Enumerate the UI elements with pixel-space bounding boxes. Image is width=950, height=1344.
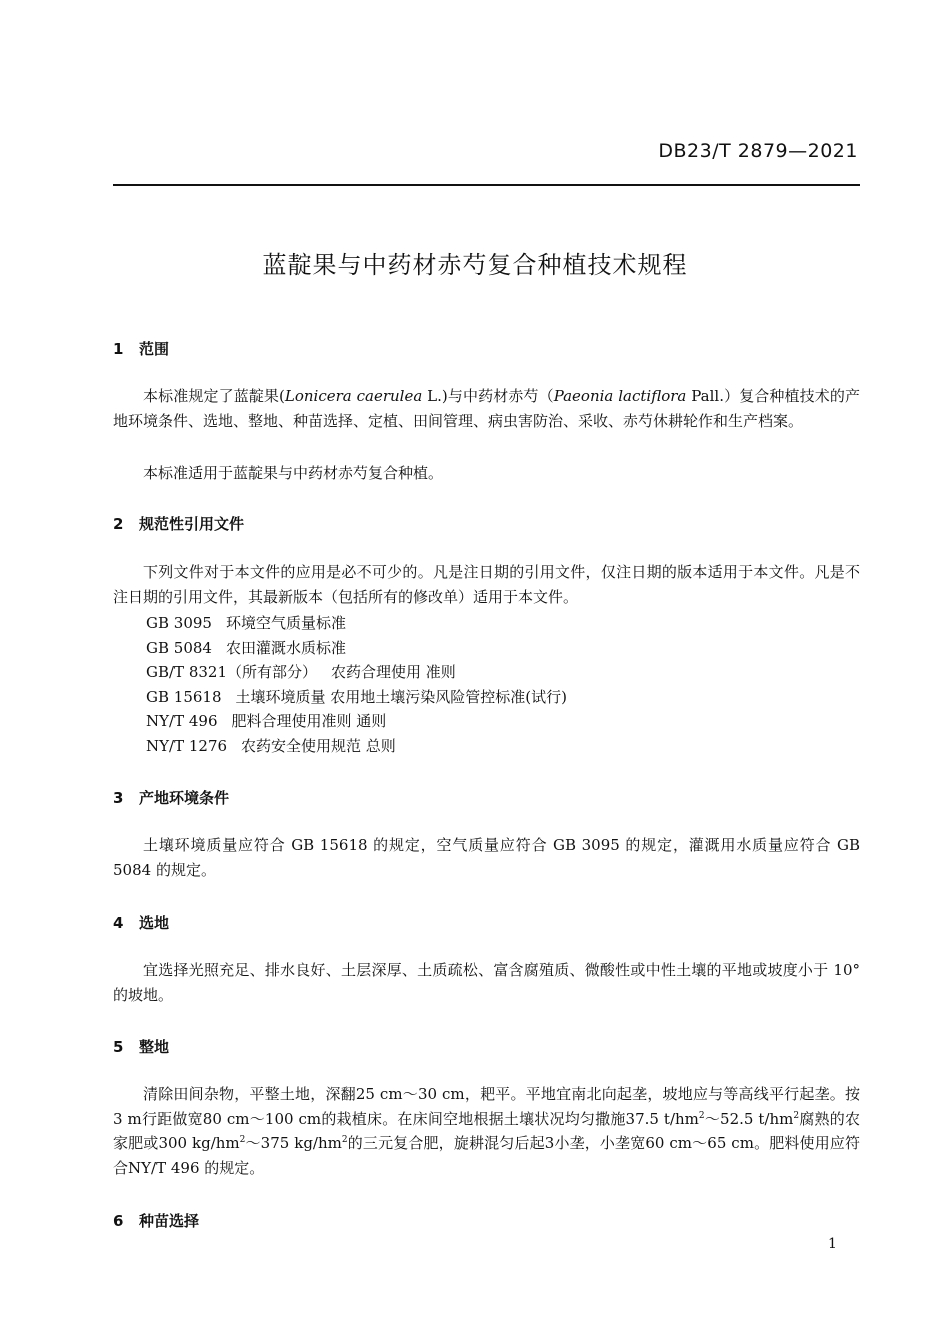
section-heading-references <box>113 513 244 534</box>
reference-item: NY/T 496 肥料合理使用准则 通则 <box>146 712 387 730</box>
reference-item: GB 3095 环境空气质量标准 <box>146 614 346 632</box>
references-intro: 下列文件对于本文件的应用是必不可少的。凡是注日期的引用文件，仅注日期的版本适用于本文件。凡是不注日期的引用文件，其最新版本（包括所有的修改单）适用于本文件。 <box>113 563 860 606</box>
page-number: 1 <box>828 1236 837 1252</box>
section-title: 种苗选择 <box>139 1212 200 1230</box>
section-title: 选地 <box>139 914 170 932</box>
section-heading-seedling-selection <box>113 1210 199 1231</box>
section-number: 5 <box>113 1038 124 1056</box>
section-heading-environment <box>113 787 229 808</box>
section-heading-site-selection <box>113 912 169 933</box>
site-selection-paragraph: 宜选择光照充足、排水良好、土层深厚、土质疏松、富含腐殖质、微酸性或中性土壤的平地或坡度小于 10°的坡地。 <box>113 961 860 1004</box>
reference-item: GB 5084 农田灌溉水质标准 <box>146 639 346 657</box>
document-code: DB23/T 2879—2021 <box>658 140 858 162</box>
scope-applicability: 本标准适用于蓝靛果与中药材赤芍复合种植。 <box>143 464 444 482</box>
section-number: 2 <box>113 515 124 533</box>
section-number: 4 <box>113 914 124 932</box>
section-title: 整地 <box>139 1038 170 1056</box>
reference-item: GB/T 8321（所有部分） 农药合理使用 准则 <box>146 663 456 681</box>
section-title: 产地环境条件 <box>139 789 230 807</box>
section-title: 规范性引用文件 <box>139 515 245 533</box>
section-heading-scope <box>113 338 169 359</box>
section-heading-land-preparation <box>113 1036 169 1057</box>
reference-item: GB 15618 土壤环境质量 农用地土壤污染风险管控标准(试行) <box>146 688 567 706</box>
land-preparation-paragraph: 清除田间杂物，平整土地，深翻25 cm～30 cm，耙平。平地宜南北向起垄，坡地应与等高线平行起垄。按3 m行距做宽80 cm～100 cm的栽植床。在床间空地根据土壤状况均匀撒施37.5 $t/hm^2\sim 52.5$ $t/hm^2$腐熟的农家肥或300 $kg/hm^2\sim 375$ $kg/hm^2$的三元复合肥，旋耕混匀后起3小垄，小垄宽60 cm～65 cm。肥料使用应符合NY/T 496 的规定。 <box>113 1085 860 1177</box>
section-number: 6 <box>113 1212 124 1230</box>
header-divider <box>113 184 860 186</box>
reference-item: NY/T 1276 农药安全使用规范 总则 <box>146 737 396 755</box>
section-number: 3 <box>113 789 124 807</box>
scope-paragraph: 本标准规定了蓝靛果(Lonicera caerulea L.)与中药材赤芍（Paeonia lactiflora Pall.）复合种植技术的产地环境条件、选地、整地、种苗选择、定植、田间管理、病虫害防治、采收、赤芍休耕轮作和生产档案。 <box>113 387 860 430</box>
section-number: 1 <box>113 340 124 358</box>
document-title: 蓝靛果与中药材赤芍复合种植技术规程 <box>262 251 688 279</box>
section-title: 范围 <box>139 340 170 358</box>
environment-paragraph: 土壤环境质量应符合 GB 15618 的规定，空气质量应符合 GB 3095 的规定，灌溉用水质量应符合 GB 5084 的规定。 <box>113 836 860 879</box>
